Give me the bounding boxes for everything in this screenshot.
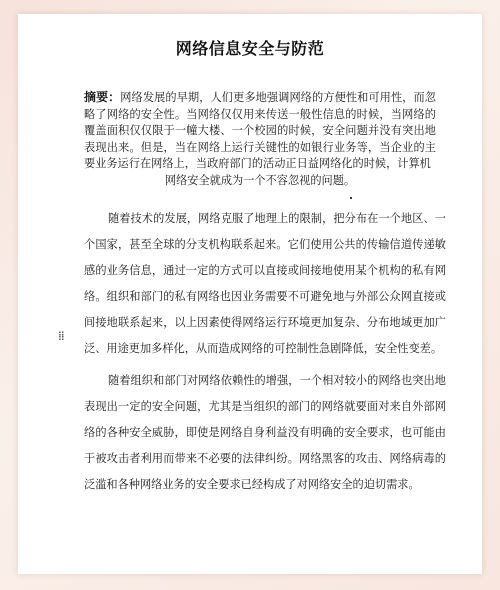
document-title: 网络信息安全与防范 <box>175 39 325 58</box>
drag-handle-icon[interactable]: ⁞⁞ <box>58 329 64 343</box>
abstract-section <box>84 89 436 189</box>
document-page <box>18 14 482 574</box>
stray-dot <box>350 197 352 199</box>
body-text <box>84 206 446 504</box>
abstract-text: 网络发展的早期，人们更多地强调网络的方便性和可用性，而忽略了网络的安全性。当网络仅仅用来传送一般性信息的时候，当网络的覆盖面积仅仅限于一幢大楼、一个校园的时候，安全问题并没有突出地表现出来。但是，当在网络上运行关键性的如银行业务等，当企业的主要业务运行在网络上，当政府部门的活动正日益网络化的时候，计算机 <box>84 91 436 170</box>
abstract-last-line: 网络安全就成为一个不容忽视的问题。 <box>164 173 356 187</box>
paragraph-1: 随着技术的发展，网络克服了地理上的限制，把分布在一个地区、一个国家，甚至全球的分支机构联系起来。它们使用公共的传输信道传递敏感的业务信息，通过一定的方式可以直接或间接地使用某个机构的私有网络。组织和部门的私有网络也因业务需要不可避免地与外部公众网直接或间接地联系起来，以上因素使得网络运行环境更加复杂、分布地域更加广泛、用途更加多样化，从而造成网络的可控制性急剧降低，安全性变差。 <box>84 212 446 355</box>
abstract-label: 摘要： <box>84 90 121 104</box>
paragraph-2: 随着组织和部门对网络依赖性的增强，一个相对较小的网络也突出地表现出一定的安全问题，尤其是当组织的部门的网络就要面对来自外部网络的各种安全威胁，即使是网络自身利益没有明确的安全要求，也可能由于被攻击者利用而带来不必要的法律纠纷。网络黑客的攻击、网络病毒的泛滥和各种网络业务的安全要求已经构成了对网络安全的迫切需求。 <box>84 374 446 491</box>
